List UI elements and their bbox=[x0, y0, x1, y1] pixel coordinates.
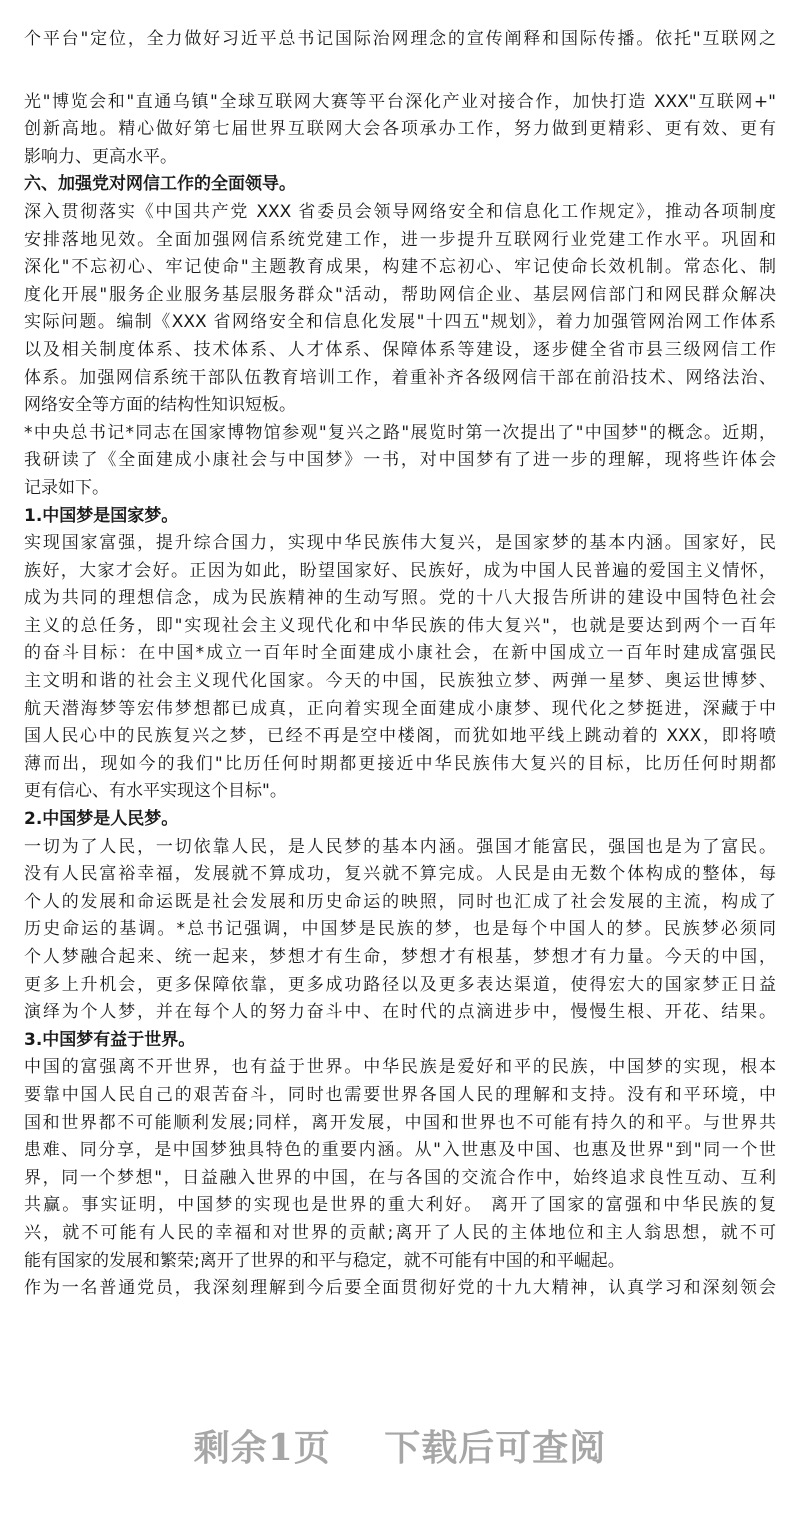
remaining-pages-label: 剩余1页 bbox=[193, 1427, 331, 1469]
text-line: 2.中国梦是人民梦。 bbox=[24, 809, 179, 830]
text-line: 更有信心、有水平实现这个目标"。 bbox=[24, 781, 287, 802]
text-line: 主文明和谐的社会主义现代化国家。今天的中国，民族独立梦、两弹一星梦、奥运世博梦、 bbox=[24, 671, 776, 692]
text-line: 个人的发展和命运既是社会发展和历史命运的映照，同时也汇成了社会发展的主流，构成了 bbox=[24, 891, 776, 912]
text-line: 个人梦融合起来、统一起来，梦想才有生命，梦想才有根基，梦想才有力量。今天的中国， bbox=[24, 947, 776, 967]
text-line: 一切为了人民，一切依靠人民，是人民梦的基本内涵。强国才能富民，强国也是为了富民。 bbox=[24, 836, 776, 857]
text-line: 体系。加强网信系统干部队伍教育培训工作，着重补齐各级网信干部在前沿技术、网络法治、 bbox=[24, 367, 776, 388]
text-line: 主义的总任务，即"实现社会主义现代化和中华民族的伟大复兴"，也就是要达到两个一百年 bbox=[24, 615, 776, 636]
text-line: 航天潜海梦等宏伟梦想都已成真，正向着实现全面建成小康梦、现代化之梦挺进，深藏于中 bbox=[24, 698, 776, 719]
text-line: 实际问题。编制《XXX 省网络安全和信息化发展"十四五"规划》，着力加强管网治网工作体系 bbox=[24, 312, 776, 333]
text-line: 成为共同的理想信念，成为民族精神的生动写照。党的十八大报告所讲的建设中国特色社会 bbox=[24, 588, 776, 609]
text-line: 国人民心中的民族复兴之梦，已经不再是空中楼阁，而犹如地平线上跳动着的 XXX，即将喷 bbox=[24, 726, 776, 747]
text-line: 1.中国梦是国家梦。 bbox=[24, 505, 179, 526]
text-line: 记录如下。 bbox=[24, 477, 109, 498]
text-line: 兴，就不可能有人民的幸福和对世界的贡献;离开了人民的主体地位和主人翁思想，就不可 bbox=[24, 1222, 776, 1243]
text-line: 我研读了《全面建成小康社会与中国梦》一书，对中国梦有了进一步的理解，现将些许体会 bbox=[24, 450, 776, 471]
text-line: 界，同一个梦想"，日益融入世界的中国，在与各国的交流合作中，始终追求良性互动、互利 bbox=[24, 1167, 776, 1188]
download-prompt[interactable] bbox=[0, 1420, 800, 1471]
text-line: 安排落地见效。全面加强网信系统党建工作，进一步提升互联网行业党建工作水平。巩固和 bbox=[24, 229, 776, 250]
text-line: 共赢。事实证明，中国梦的实现也是世界的重大利好。 离开了国家的富强和中华民族的复 bbox=[24, 1195, 776, 1216]
text-line: 薄而出，现如今的我们"比历任何时期都更接近中华民族伟大复兴的目标，比历任何时期都 bbox=[24, 753, 776, 774]
text-line: 度化开展"服务企业服务基层服务群众"活动，帮助网信企业、基层网信部门和网民群众解决 bbox=[24, 284, 776, 305]
text-line: 更多上升机会，更多保障依靠，更多成功路径以及更多表达渠道，使得宏大的国家梦正日益 bbox=[24, 974, 776, 995]
paragraph bbox=[24, 530, 776, 806]
text-line: 中国的富强离不开世界，也有益于世界。中华民族是爱好和平的民族，中国梦的实现，根本 bbox=[24, 1057, 776, 1078]
text-line: 3.中国梦有益于世界。 bbox=[24, 1029, 196, 1050]
text-line: 要靠中国人民自己的艰苦奋斗，同时也需要世界各国人民的理解和支持。没有和平环境，中 bbox=[24, 1084, 776, 1105]
text-line: 作为一名普通党员，我深刻理解到今后要全面贯彻好党的十九大精神，认真学习和深刻领会 bbox=[24, 1278, 776, 1299]
text-line: 实现国家富强，提升综合国力，实现中华民族伟大复兴，是国家梦的基本内涵。国家好，民 bbox=[24, 533, 776, 554]
section-heading bbox=[24, 1027, 776, 1055]
document-body bbox=[24, 26, 776, 1303]
text-line: 历史命运的基调。*总书记强调，中国梦是民族的梦，也是每个中国人的梦。民族梦必须同 bbox=[24, 919, 776, 940]
text-line: *中央总书记*同志在国家博物馆参观"复兴之路"展览时第一次提出了"中国梦"的概念。近期， bbox=[24, 422, 776, 443]
paragraph bbox=[24, 1054, 776, 1275]
text-line: 能有国家的发展和繁荣;离开了世界的和平与稳定，就不可能有中国的和平崛起。 bbox=[24, 1250, 625, 1271]
text-line: 创新高地。精心做好第七届世界互联网大会各项承办工作，努力做到更精彩、更有效、更有 bbox=[24, 119, 776, 140]
paragraph bbox=[24, 89, 776, 172]
paragraph bbox=[24, 420, 776, 503]
text-line: 患难、同分享，是中国梦独具特色的重要内涵。从"入世惠及中国、也惠及世界"到"同一个世 bbox=[24, 1140, 776, 1161]
text-line: 影响力、更高水平。 bbox=[24, 146, 177, 167]
text-line: 深入贯彻落实《中国共产党 XXX 省委员会领导网络安全和信息化工作规定》，推动各项制度 bbox=[24, 201, 776, 222]
text-line: 演绎为个人梦，并在每个人的努力奋斗中、在时代的点滴进步中，慢慢生根、开花、结果。 bbox=[24, 1002, 776, 1023]
section-heading bbox=[24, 503, 776, 531]
text-line: 深化"不忘初心、牢记使命"主题教育成果，构建不忘初心、牢记使命长效机制。常态化、制 bbox=[24, 257, 776, 278]
text-line: 六、加强党对网信工作的全面领导。 bbox=[24, 174, 296, 195]
text-line: 网络安全等方面的结构性知识短板。 bbox=[24, 395, 296, 416]
text-line: 个平台"定位，全力做好习近平总书记国际治网理念的宣传阐释和国际传播。依托"互联网之 bbox=[24, 29, 776, 49]
download-to-view-label[interactable]: 下载后可查阅 bbox=[384, 1427, 607, 1469]
text-line: 没有人民富裕幸福，发展就不算成功，复兴就不算完成。人民是由无数个体构成的整体，每 bbox=[24, 864, 776, 885]
text-line: 国和世界都不可能顺利发展;同样，离开发展，中国和世界也不可能有持久的和平。与世界共 bbox=[24, 1112, 776, 1133]
paragraph bbox=[24, 834, 776, 1027]
section-heading bbox=[24, 171, 776, 199]
paragraph bbox=[24, 26, 776, 54]
text-line: 光"博览会和"直通乌镇"全球互联网大赛等平台深化产业对接合作，加快打造 XXX"互联网+" bbox=[24, 91, 776, 112]
paragraph bbox=[24, 1275, 776, 1303]
text-line: 的奋斗目标：在中国*成立一百年时全面建成小康社会，在新中国成立一百年时建成富强民 bbox=[24, 643, 776, 664]
text-line: 以及相关制度体系、技术体系、人才体系、保障体系等建设，逐步健全省市县三级网信工作 bbox=[24, 339, 776, 360]
paragraph bbox=[24, 199, 776, 420]
section-heading bbox=[24, 806, 776, 834]
text-line: 族好，大家才会好。正因为如此，盼望国家好、民族好，成为中国人民普遍的爱国主义情怀， bbox=[24, 560, 776, 581]
